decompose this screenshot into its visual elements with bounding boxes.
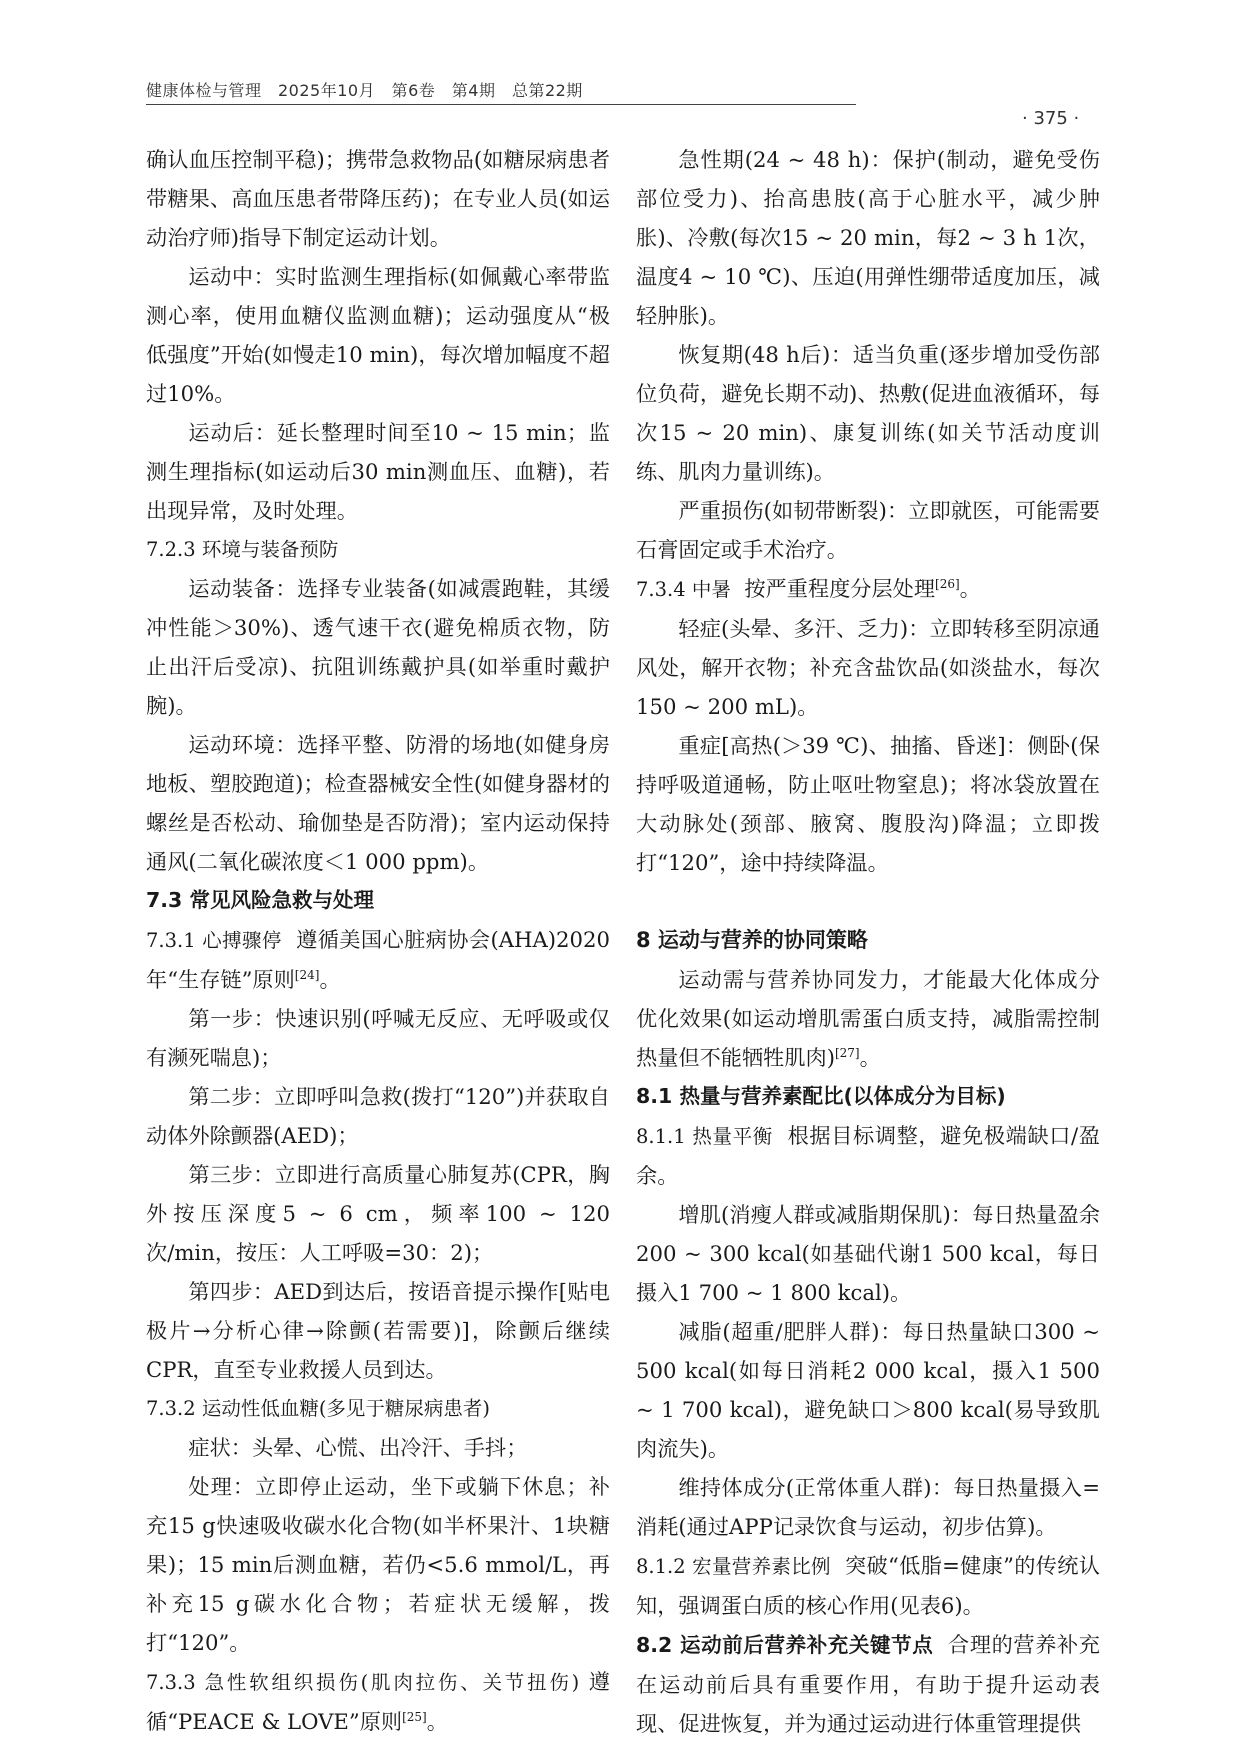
paragraph: 维持体成分(正常体重人群)：每日热量摄入=消耗(通过APP记录饮食与运动，初步估算)。 [636,1475,1100,1539]
paragraph: 减脂(超重/肥胖人群)：每日热量缺口300 ~ 500 kcal(如每日消耗2 000 kcal，摄入1 500 ~ 1 700 kcal)，避免缺口＞800 kcal(易导致肌肉流失)。 [636,1319,1100,1461]
subsection-heading: 7.3.4 中暑 [636,578,731,601]
subsection-heading: 7.2.3 环境与装备预防 [146,538,339,561]
paragraph: 第四步：AED到达后，按语音提示操作[贴电极片→分析心律→除颤(若需要)]，除颤后继续CPR，直至专业救援人员到达。 [146,1279,610,1382]
paragraph [636,1116,1100,1195]
paragraph-text: 按严重程度分层处理 [744,576,936,601]
spacer [636,882,1100,921]
paragraph: 重症[高热(＞39 ℃)、抽搐、昏迷]：侧卧(保持呼吸道通畅，防止呕吐物窒息)；将冰袋放置在大动脉处(颈部、腋窝、腹股沟)降温；立即拨打“120”，途中持续降温。 [636,733,1100,875]
subsection-heading: 7.3.3 急性软组织损伤(肌肉拉伤、关节扭伤) [146,1671,580,1694]
paragraph: 确认血压控制平稳)；携带急救物品(如糖尿病患者带糖果、高血压患者带降压药)；在专业人员(如运动治疗师)指导下制定运动计划。 [146,147,610,250]
section-heading: 7.3 常见风险急救与处理 [146,888,374,912]
running-header: 健康体检与管理 2025年10月 第6卷 第4期 总第22期 [146,81,583,100]
subsection-heading: 7.3.1 心搏骤停 [146,929,282,952]
paragraph: 处理：立即停止运动，坐下或躺下休息；补充15 g快速吸收碳水化合物(如半杯果汁、1块糖果)；15 min后测血糖，若仍<5.6 mmol/L，再补充15 g碳水化合物；若症状无缓解，拨打“120”。 [146,1474,610,1655]
paragraph: 运动需与营养协同发力，才能最大化体成分优化效果(如运动增肌需蛋白质支持，减脂需控制热量但不能牺牲肌肉)[27]。 [636,967,1100,1070]
paragraph: 症状：头晕、心慌、出冷汗、手抖； [188,1435,528,1460]
page-number: · 375 · [1022,108,1080,129]
citation[interactable]: [27] [834,1045,860,1060]
paragraph: 第二步：立即呼叫急救(拨打“120”)并获取自动体外除颤器(AED)； [146,1084,610,1148]
paragraph: 轻症(头晕、多汗、乏力)：立即转移至阴凉通风处，解开衣物；补充含盐饮品(如淡盐水，每次150 ~ 200 mL)。 [636,616,1100,719]
subsection-heading: 7.3.2 运动性低血糖(多见于糖尿病患者) [146,1397,491,1420]
paragraph: 恢复期(48 h后)：适当负重(逐步增加受伤部位负荷，避免长期不动)、热敷(促进血液循环，每次15 ~ 20 min)、康复训练(如关节活动度训练、肌肉力量训练)。 [636,342,1100,484]
header-rule [146,104,856,105]
subsection-heading: 8.1.2 宏量营养素比例 [636,1555,831,1578]
paragraph: 急性期(24 ~ 48 h)：保护(制动，避免受伤部位受力)、抬高患肢(高于心脏水平，减少肿胀)、冷敷(每次15 ~ 20 min，每2 ~ 3 h 1次，温度4 ~ 10 ℃)、压迫(用弹性绷带适度加压，减轻肿胀)。 [636,147,1100,328]
citation[interactable]: [26] [935,576,960,591]
paragraph: 运动环境：选择平整、防滑的场地(如健身房地板、塑胶跑道)；检查器械安全性(如健身器材的螺丝是否松动、瑜伽垫是否防滑)；室内运动保持通风(二氧化碳浓度＜1 000 ppm)。 [146,732,610,874]
section-heading: 8 运动与营养的协同策略 [636,928,868,952]
paragraph-text: 合理的营养补充在运动前后具有重要作用，有助于提升运动表现、促进恢复，并为通过运动进行体重管理提供 [636,1632,1100,1736]
paragraph: 增肌(消瘦人群或减脂期保肌)：每日热量盈余200 ~ 300 kcal(如基础代谢1 500 kcal，每日摄入1 700 ~ 1 800 kcal)。 [636,1202,1100,1305]
paragraph: 运动中：实时监测生理指标(如佩戴心率带监测心率，使用血糖仪监测血糖)；运动强度从“极低强度”开始(如慢走10 min)，每次增加幅度不超过10%。 [146,264,610,406]
paragraph: 7.3.3 急性软组织损伤(肌肉拉伤、关节扭伤) 遵循“PEACE & LOVE”原则[25]。 [146,1669,610,1734]
paragraph-text: 根据目标调整，避免极端缺口/盈余。 [636,1123,1100,1188]
paragraph [636,1546,1100,1625]
section-heading: 8.2 运动前后营养补充关键节点 [636,1633,934,1657]
paragraph: 第一步：快速识别(呼喊无反应、无呼吸或仅有濒死喘息)； [146,1006,610,1070]
paragraph: 第三步：立即进行高质量心肺复苏(CPR，胸外按压深度5 ~ 6 cm，频率100 ~ 120次/min，按压：人工呼吸=30：2)； [146,1162,610,1265]
paragraph [636,1625,1100,1743]
paragraph-text: 运动需与营养协同发力，才能最大化体成分优化效果(如运动增肌需蛋白质支持，减脂需控制热量但不能牺牲肌肉) [636,967,1100,1070]
paragraph: 严重损伤(如韧带断裂)：立即就医，可能需要石膏固定或手术治疗。 [636,498,1100,562]
citation[interactable]: [24] [294,967,320,982]
subsection-heading: 8.1.1 热量平衡 [636,1125,773,1148]
section-heading: 8.1 热量与营养素配比(以体成分为目标) [636,1084,1006,1108]
paragraph: 7.3.4 中暑 按严重程度分层处理[26]。 [636,576,981,601]
paragraph: 7.3.1 心搏骤停 遵循美国心脏病协会(AHA)2020年“生存链”原则[24]。 [146,927,610,992]
paragraph: 运动后：延长整理时间至10 ~ 15 min；监测生理指标(如运动后30 min测血压、血糖)，若出现异常，及时处理。 [146,420,610,523]
paragraph-text: 突破“低脂=健康”的传统认知，强调蛋白质的核心作用(见表6)。 [636,1553,1100,1618]
right-column [636,140,1100,1743]
paragraph: 运动装备：选择专业装备(如减震跑鞋，其缓冲性能＞30%)、透气速干衣(避免棉质衣物，防止出汗后受凉)、抗阻训练戴护具(如举重时戴护腕)。 [146,576,610,718]
left-column [146,140,610,1741]
citation[interactable]: [25] [402,1709,427,1724]
paragraph-text: 遵循“PEACE & LOVE”原则 [146,1669,610,1734]
paragraph-text: 遵循美国心脏病协会(AHA)2020年“生存链”原则 [146,927,610,992]
